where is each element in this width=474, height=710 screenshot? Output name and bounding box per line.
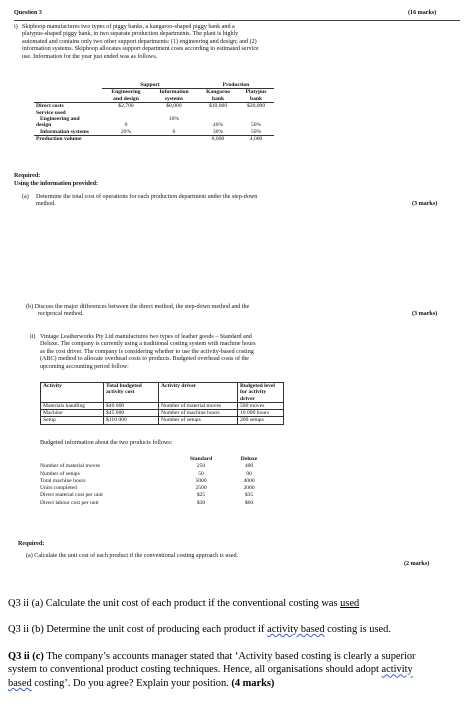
table-row: Materials handling $40 000 Number of material moves 500 moves [41,402,284,409]
intro-line: Skiphoop manufactures two types of piggy banks, a kangaroo-shaped piggy bank and a [22,24,235,30]
table-row: Engineering and design 0 10% 40% 50% [36,116,262,129]
support-group-header: Support [102,82,198,89]
table-row: Direct labour cost per unit $30 $60 [40,499,254,506]
question-ii-b: Q3 ii (b) Determine the unit cost of producing each product if activity based costing is used. [8,624,391,635]
table-row: Production volume 8,000 4,000 [34,136,274,143]
header-divider [14,20,460,21]
part-i-using: Using the information provided: [14,181,99,187]
activity-table [40,382,284,425]
question-title: Question 3 [14,10,42,16]
table-row: Service used [36,109,66,116]
intro-line: automated and contains only two other support departments: (1) engineering and design; and (2) [22,38,257,45]
support-production-table [34,82,274,143]
col-header-engineering: Engineering and design [111,89,141,102]
spellcheck-underlined-word: activity [381,664,413,676]
question-marks: (16 marks) [408,10,437,16]
part-i-a-marks: (3 marks) [412,201,438,207]
table-header-row: Activity Total budgeted activity cost Activity driver Budgeted level for activity driver [41,383,284,403]
product-table [38,456,270,507]
underlined-word: used [340,598,360,609]
part-ii-a-marks: (2 marks) [404,561,430,567]
part-ii-a-text: (a) Calculate the unit cost of each product if the conventional costing approach is used. [26,553,239,559]
question-ii-c-marks: (4 marks) [231,677,275,689]
table-row: Machine $45 000 Number of machine hours 10 000 hours [41,410,284,417]
table-row: Direct costs $2,700 $8,000 $10,000 $20,000 [36,103,266,110]
part-i-b-marks: (3 marks) [412,311,438,317]
part-ii-required: Required: [18,541,45,547]
table-row: Number of setups 50 90 [40,470,252,477]
spellcheck-underlined-phrase: activity based [267,624,325,635]
table-row: Direct material cost per unit $25 $35 [40,492,254,499]
intro-line: platypus-shaped piggy bank, in two separate production departments. The plant is highly [22,31,239,38]
col-header-information: Information systems [159,89,189,102]
part-i-required: Required: [14,173,41,179]
table-header-row: Standard Deluxe [189,456,258,462]
intro-line: information systems. Skiphoop allocates support department costs according to estimated service [22,46,259,53]
part-ii-intro: Vintage Leatherworks Pty Ltd manufactures two types of leather goods – Standard and Deluxe. The company is currently using a traditional costing system with machine hours as the cost driver. The company is considering whether to use the activity-based costing (ABC) method to allocate overhead costs to products. Budgeted overhead costs of the upcoming accounting period follow: [40,334,256,370]
part-ii-label: ii) [30,334,36,340]
col-header-kangaroo: Kangaroo bank [206,89,230,102]
table-row: Information systems 20% 0 30% 50% [40,128,262,135]
part-i-a-label: (a) [22,194,29,200]
part-i-intro [22,24,462,61]
production-group-header: Production [198,82,274,89]
question-ii-c: Q3 ii (c) The company’s accounts manager stated that ‘Activity based costing is clearly a superior system to conventional product costing techniques. Hence, all organisations should adopt activity based costing’. Do you agree? Explain your position. (4 marks) [8,651,416,689]
table-row: Setup $110 000 Number of setups 200 setups [41,417,284,424]
table-row: Number of material moves 250 400 [40,463,254,470]
budget-intro: Budgeted information about the two products follows: [40,440,173,446]
part-i-b-text: (b) Discuss the major differences between the direct method, the step-down method and the reciprocal method. [26,304,250,318]
part-i-label: i) [14,24,18,30]
table-row: Units completed 2500 2000 [40,485,255,492]
spellcheck-underlined-word: based [8,677,32,689]
col-header-platypus: Platypus bank [245,89,267,102]
table-row: Total machine hours 5000 4000 [40,477,255,484]
question-ii-a: Q3 ii (a) Calculate the unit cost of each product if the conventional costing was used [8,598,360,609]
part-i-a-text: Determine the total cost of operations for each production department under the step-down method. [36,194,258,208]
intro-line: use. Information for the year just ended was as follows. [22,53,158,60]
